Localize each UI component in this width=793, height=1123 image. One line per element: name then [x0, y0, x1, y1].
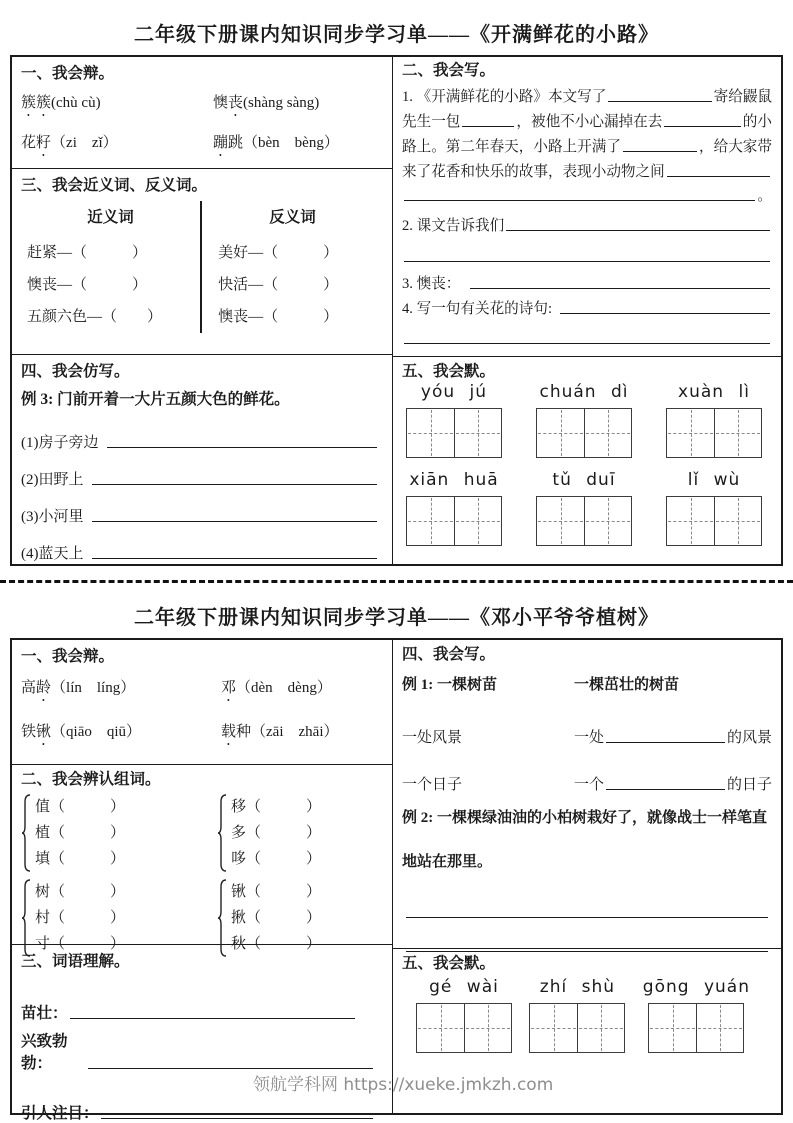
cloze-text: 。 [757, 188, 772, 204]
dictation-unit [536, 470, 632, 546]
writing-grid [416, 1003, 512, 1053]
word-item: 村（ ） [35, 910, 126, 926]
sheet2-title: 二年级下册课内知识同步学习单——《邓小平爷爷植树》 [134, 607, 659, 629]
pinyin-choice-item: 花籽（zi zǐ） [21, 134, 118, 151]
term-label: 引人注目： [21, 1105, 99, 1122]
answer-blank [623, 151, 697, 152]
antonym-title: 反义词 [269, 209, 316, 226]
practice-left: 一处风景 [402, 730, 463, 746]
synonym-title: 近义词 [87, 209, 134, 226]
cloze-text: ，被他不小心漏掉在去 [516, 114, 663, 130]
sheet1-left-column [12, 57, 393, 564]
prompt-label: (3)小河里 [21, 509, 84, 525]
answer-blank [404, 200, 755, 201]
section-heading: 三、词语理解。 [21, 953, 130, 970]
writing-grid [536, 496, 632, 546]
writing-grid [648, 1003, 744, 1053]
answer-blank [406, 918, 768, 952]
section-heading: 五、我会默。 [402, 362, 496, 380]
word-item: 哆（ ） [231, 851, 322, 867]
dashed-separator [0, 580, 793, 583]
answer-blank [406, 884, 768, 918]
word-item: 树（ ） [35, 884, 126, 900]
word-item: 寸（ ） [35, 936, 126, 952]
pinyin-choice-item: 蹦跳（bèn bèng） [213, 134, 339, 151]
pinyin-word: tǔ duī [552, 469, 616, 490]
section-heading: 一、我会辩。 [21, 65, 115, 82]
word-item: 多（ ） [231, 825, 322, 841]
section-heading: 五、我会默。 [402, 955, 496, 972]
example-row [402, 666, 772, 700]
prompt-label: (4)蓝天上 [21, 546, 84, 562]
answer-blank [664, 126, 740, 127]
practice-right: 的日子 [726, 777, 772, 793]
practice-row [402, 747, 772, 794]
antonym-item: 懊丧—（ ） [218, 309, 339, 325]
sheet1-section1 [12, 57, 392, 168]
writing-grid [536, 408, 632, 458]
section-heading: 二、我会辨认组词。 [21, 771, 161, 788]
example-sentence: 例 3: 门前开着一大片五颜大色的鲜花。 [21, 391, 290, 408]
word-item: 填（ ） [35, 851, 126, 867]
sheet2-section4 [393, 640, 781, 948]
answer-blank [560, 313, 770, 314]
antonym-column [202, 201, 383, 333]
section-heading: 四、我会写。 [402, 646, 496, 663]
cloze-text: 寄给鼹鼠 [713, 89, 772, 105]
prompt-label: (1)房子旁边 [21, 435, 99, 451]
dictation-unit [416, 977, 512, 1053]
cloze-text: 先生一包 [402, 114, 461, 130]
pinyin-choice-item: 载种（zāi zhāi） [221, 723, 339, 740]
answer-blank [608, 101, 711, 102]
dictation-unit [406, 382, 502, 458]
dictation-unit [643, 977, 750, 1053]
answer-blank [462, 126, 514, 127]
sheet1-section4 [12, 354, 392, 564]
sheet1-section3 [12, 168, 392, 354]
sheet1-right-column [393, 57, 781, 564]
dictation-unit [529, 977, 625, 1053]
answer-blank [506, 230, 770, 231]
pinyin-word: gōng yuán [642, 977, 750, 997]
dictation-unit [536, 382, 632, 458]
pinyin-choice-item: 高龄（lín líng） [21, 679, 136, 696]
dictation-unit [666, 382, 762, 458]
sheet1-section2 [393, 57, 781, 356]
word-item: 揪（ ） [231, 910, 322, 926]
prompt-label: (2)田野上 [21, 472, 84, 488]
answer-blank [606, 789, 725, 790]
pinyin-word: chuán dì [539, 381, 629, 402]
synonym-item: 懊丧—（ ） [27, 277, 148, 293]
cloze-text: 1. 《开满鲜花的小路》本文写了 [402, 89, 607, 105]
answer-blank [606, 742, 725, 743]
sheet2-table [10, 638, 783, 1122]
section-heading: 一、我会辩。 [21, 648, 115, 665]
writing-grid [406, 408, 502, 458]
pinyin-choice-item: 懊丧(shàng sàng) [213, 94, 320, 111]
section-heading: 二、我会写。 [402, 62, 496, 79]
answer-blank [92, 521, 378, 522]
pinyin-word: xuàn lì [678, 381, 750, 402]
pronunciation-choices [21, 85, 383, 165]
word-group [21, 793, 217, 873]
answer-blank [107, 447, 378, 448]
writing-grid [529, 1003, 625, 1053]
practice-row [402, 700, 772, 747]
question-label: 2. 课文告诉我们 [402, 218, 505, 234]
section-heading: 四、我会仿写。 [21, 363, 130, 380]
answer-blank [404, 326, 770, 344]
brace-icon [217, 793, 228, 873]
question-label: 4. 写一句有关花的诗句: [402, 301, 552, 317]
cloze-text: 路上。第二年春天，小路上开满了 [402, 139, 621, 155]
pronunciation-choices [21, 668, 383, 756]
answer-blank [92, 558, 378, 559]
pinyin-word: gé wài [429, 977, 499, 997]
answer-blank [92, 484, 378, 485]
question-label: 3. 懊丧： [402, 276, 461, 292]
dictation-unit [406, 470, 502, 546]
answer-blank [470, 288, 770, 289]
example-right: 一棵茁壮的树苗 [574, 676, 680, 693]
example-sentence: 例 2: 一棵棵绿油油的小柏树栽好了，就像战士一样笔直地站在那里。 [402, 810, 767, 870]
answer-blank [404, 243, 770, 262]
dictation-unit [666, 470, 762, 546]
brace-icon [21, 793, 32, 873]
pinyin-word: zhí shù [539, 977, 615, 997]
cloze-text: ，给大家带 [699, 139, 772, 155]
term-label: 兴致勃勃： [21, 1033, 68, 1072]
watermark: 领航学科网 https://xueke.jmkzh.com [253, 1075, 554, 1095]
answer-blank [88, 1068, 373, 1069]
synonym-item: 五颜六色—（ ） [27, 309, 163, 325]
sheet2-right-column [393, 640, 781, 1113]
pinyin-choice-item: 簇簇(chù cù) [21, 94, 101, 111]
word-item: 值（ ） [35, 799, 126, 815]
writing-grid [666, 496, 762, 546]
pinyin-choice-item: 铁锹（qiāo qiū） [21, 723, 142, 740]
word-item: 锹（ ） [231, 884, 322, 900]
sheet2-section2 [12, 764, 392, 952]
term-label: 苗壮： [21, 1005, 68, 1022]
example-left: 例 1: 一棵树苗 [402, 676, 497, 693]
writing-grid [666, 408, 762, 458]
synonym-column [21, 201, 202, 333]
word-item: 移（ ） [231, 799, 322, 815]
cloze-text: 的小 [742, 114, 772, 130]
word-item: 植（ ） [35, 825, 126, 841]
sheet1-section5 [393, 356, 781, 564]
word-group [217, 793, 383, 873]
synonym-item: 赶紧—（ ） [27, 245, 148, 261]
sheet2-section1 [12, 640, 392, 764]
sheet2-left-column [12, 640, 393, 1122]
writing-grid [406, 496, 502, 546]
practice-mid: 一处 [574, 730, 605, 746]
antonym-item: 快活—（ ） [218, 277, 339, 293]
pinyin-word: xiān huā [409, 469, 499, 490]
practice-right: 的风景 [726, 730, 772, 746]
sheet1-table [10, 55, 783, 566]
word-item: 秋（ ） [231, 936, 322, 952]
section-heading: 三、我会近义词、反义词。 [21, 177, 208, 194]
answer-blank [101, 1118, 373, 1119]
answer-blank [70, 1018, 355, 1019]
pinyin-word: yóu jú [420, 381, 488, 402]
antonym-item: 美好—（ ） [218, 245, 339, 261]
sheet1-title: 二年级下册课内知识同步学习单——《开满鲜花的小路》 [134, 24, 659, 46]
answer-blank [667, 176, 770, 177]
pinyin-choice-item: 邓（dèn dèng） [221, 679, 332, 696]
practice-left: 一个日子 [402, 777, 463, 793]
practice-mid: 一个 [574, 777, 605, 793]
pinyin-word: lǐ wù [687, 469, 741, 490]
cloze-text: 来了花香和快乐的故事，表现小动物之间 [402, 164, 665, 180]
